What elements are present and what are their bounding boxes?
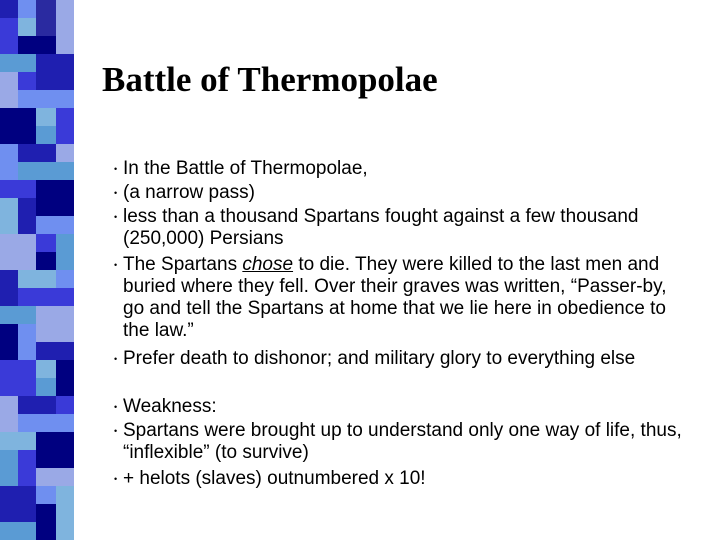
bullet-text-before: The Spartans (123, 254, 243, 275)
bullet-text: Weakness: (123, 396, 217, 417)
bullet-dot: • (114, 426, 118, 436)
bullet-dot: • (114, 164, 118, 174)
bullet-dot: • (114, 474, 118, 484)
bullet-dot: • (114, 354, 118, 364)
slide-title: Battle of Thermopolae (102, 60, 438, 99)
bullet-text (123, 254, 683, 342)
bullet-dot: • (114, 402, 118, 412)
bullet-text: (a narrow pass) (123, 182, 255, 203)
bullet-text: Prefer death to dishonor; and military glory to everything else (123, 348, 636, 369)
bullet-text: + helots (slaves) outnumbered x 10! (123, 468, 426, 489)
bullet-text-after: to die. They were killed to the last men and buried where they fell. Over their graves was written, “Passer-by, go and tell the Spartans at home that we lie here in obedience to the law.” (123, 254, 667, 341)
bullet-text: Spartans were brought up to understand only one way of life, thus, “inflexible” (to survive) (123, 420, 682, 463)
bullet-text: In the Battle of Thermopolae, (123, 158, 368, 179)
bullet-text: less than a thousand Spartans fought against a few thousand (250,000) Persians (123, 206, 639, 249)
emphasis-chose: chose (242, 254, 294, 275)
bullet-dot: • (114, 188, 118, 198)
bullet-dot: • (114, 260, 118, 270)
bullet-dot: • (114, 212, 118, 222)
